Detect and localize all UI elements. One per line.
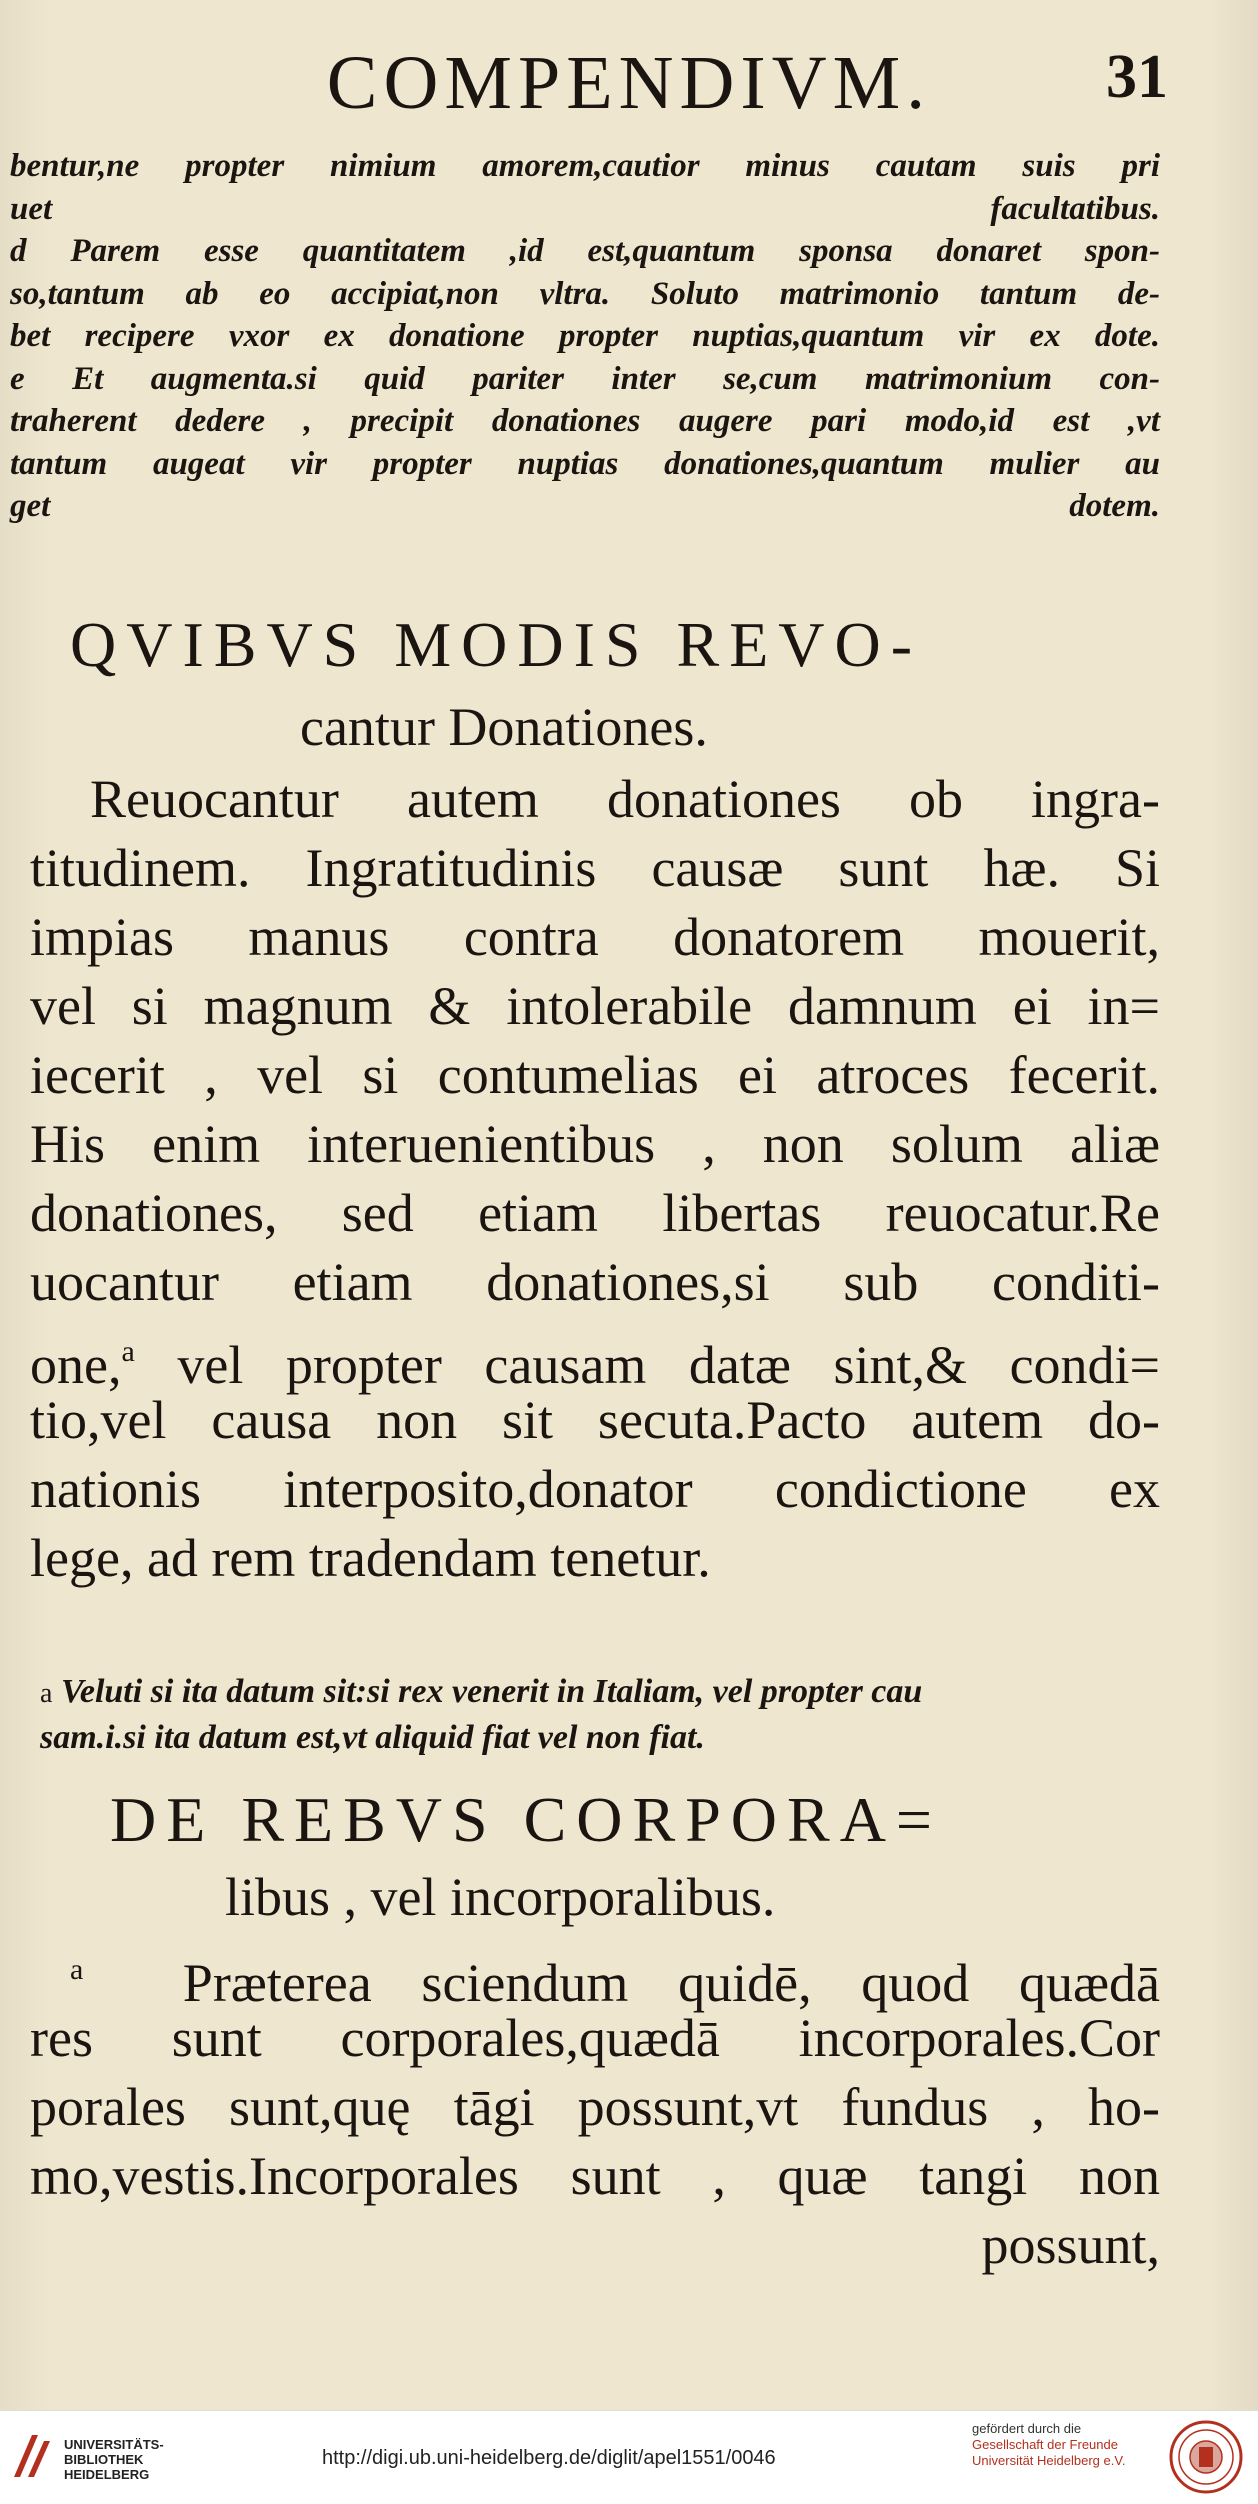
university-library-logo-icon[interactable] xyxy=(14,2431,54,2479)
body-line: His enim interuenientibus , non solum aliæ xyxy=(30,1114,1160,1174)
university-seal-icon[interactable] xyxy=(1168,2419,1244,2495)
sponsor-line: gefördert durch die xyxy=(972,2421,1082,2436)
body-line-with-footnote-ref xyxy=(30,1317,1160,1395)
body-line: vel si magnum & intolerabile damnum ei in= xyxy=(30,976,1160,1036)
sponsor-line: Gesellschaft der Freunde xyxy=(972,2437,1118,2452)
body-line-with-marker xyxy=(30,1935,1160,2013)
page-number: 31 xyxy=(1106,43,1168,111)
footnote-text: Veluti si ita datum sit:si rex venerit in Italiam, vel propter cau xyxy=(52,1673,923,1710)
body-line: tio,vel causa non sit secuta.Pacto autem do- xyxy=(30,1390,1160,1450)
section-heading-revocation: QVIBVS MODIS REVO- xyxy=(70,609,923,680)
footnote xyxy=(40,1670,1160,1760)
footnote-marker: a xyxy=(40,1678,53,1709)
section-body-revocation xyxy=(30,765,1160,1593)
note-line: tantum augeat vir propter nuptias donationes,quantum mulier au xyxy=(10,445,1160,482)
catchword: possunt, xyxy=(981,2215,1160,2275)
body-line: uocantur etiam donationes,si sub conditi- xyxy=(30,1252,1160,1312)
body-line: Reuocantur autem donationes ob ingra- xyxy=(90,769,1160,829)
body-line: porales sunt,quę tāgi possunt,vt fundus , ho- xyxy=(30,2077,1160,2137)
footnote-line xyxy=(40,1670,1160,1716)
body-line: lege, ad rem tradendam tenetur. xyxy=(30,1528,711,1588)
sponsor-line: Universität Heidelberg e.V. xyxy=(972,2453,1126,2468)
section-heading-corporeal-line2: libus , vel incorporalibus. xyxy=(225,1867,776,1927)
sponsor-credit[interactable] xyxy=(972,2421,1125,2469)
note-line: uet facultatibus. xyxy=(10,190,1160,227)
body-line-start: one, xyxy=(30,1335,122,1395)
section-body-corporeal xyxy=(30,1935,1160,2280)
body-line-text: Præterea sciendum quidē, quod quædā xyxy=(182,1953,1160,2013)
note-line: e Et augmenta.si quid pariter inter se,cum matrimonium con- xyxy=(10,360,1160,397)
body-line: mo,vestis.Incorporales sunt , quæ tangi non xyxy=(30,2146,1160,2206)
running-title: COMPENDIVM. xyxy=(326,41,932,125)
footnote-line: sam.i.si ita datum est,vt aliquid fiat vel non fiat. xyxy=(40,1719,705,1756)
top-marginal-note xyxy=(10,145,1160,528)
body-line-rest: vel propter causam datæ sint,& condi= xyxy=(134,1335,1160,1395)
marginal-marker: a xyxy=(70,1953,84,1986)
footnote-reference: a xyxy=(121,1335,135,1368)
library-name-line: UNIVERSITÄTS- xyxy=(64,2437,164,2452)
body-line: nationis interposito,donator condictione ex xyxy=(30,1459,1160,1519)
library-name[interactable] xyxy=(64,2437,164,2482)
page-header xyxy=(0,40,1258,130)
note-line: so,tantum ab eo accipiat,non vltra. Soluto matrimonio tantum de- xyxy=(10,275,1160,312)
note-line: get dotem. xyxy=(10,488,1160,524)
section-heading-revocation-line2: cantur Donationes. xyxy=(300,697,708,757)
note-line: traherent dedere , precipit donationes augere pari modo,id est ,vt xyxy=(10,403,1160,439)
note-line: bet recipere vxor ex donatione propter nuptias,quantum vir ex dote. xyxy=(10,318,1160,354)
library-name-line: HEIDELBERG xyxy=(64,2467,150,2482)
section-heading-corporeal: DE REBVS CORPORA= xyxy=(110,1784,942,1855)
body-line: iecerit , vel si contumelias ei atroces fecerit. xyxy=(30,1045,1160,1105)
body-line: donationes, sed etiam libertas reuocatur.Re xyxy=(30,1183,1160,1243)
viewer-footer xyxy=(0,2410,1258,2504)
library-name-line: BIBLIOTHEK xyxy=(64,2452,144,2467)
permalink-url[interactable]: http://digi.ub.uni-heidelberg.de/diglit/apel1551/0046 xyxy=(322,2447,776,2469)
note-line: bentur,ne propter nimium amorem,cautior minus cautam suis pri xyxy=(10,148,1160,184)
body-line: titudinem. Ingratitudinis causæ sunt hæ. Si xyxy=(30,838,1160,898)
body-line: res sunt corporales,quædā incorporales.Cor xyxy=(30,2008,1160,2068)
body-line: impias manus contra donatorem mouerit, xyxy=(30,907,1160,967)
note-line: d Parem esse quantitatem ,id est,quantum sponsa donaret spon- xyxy=(10,233,1160,269)
